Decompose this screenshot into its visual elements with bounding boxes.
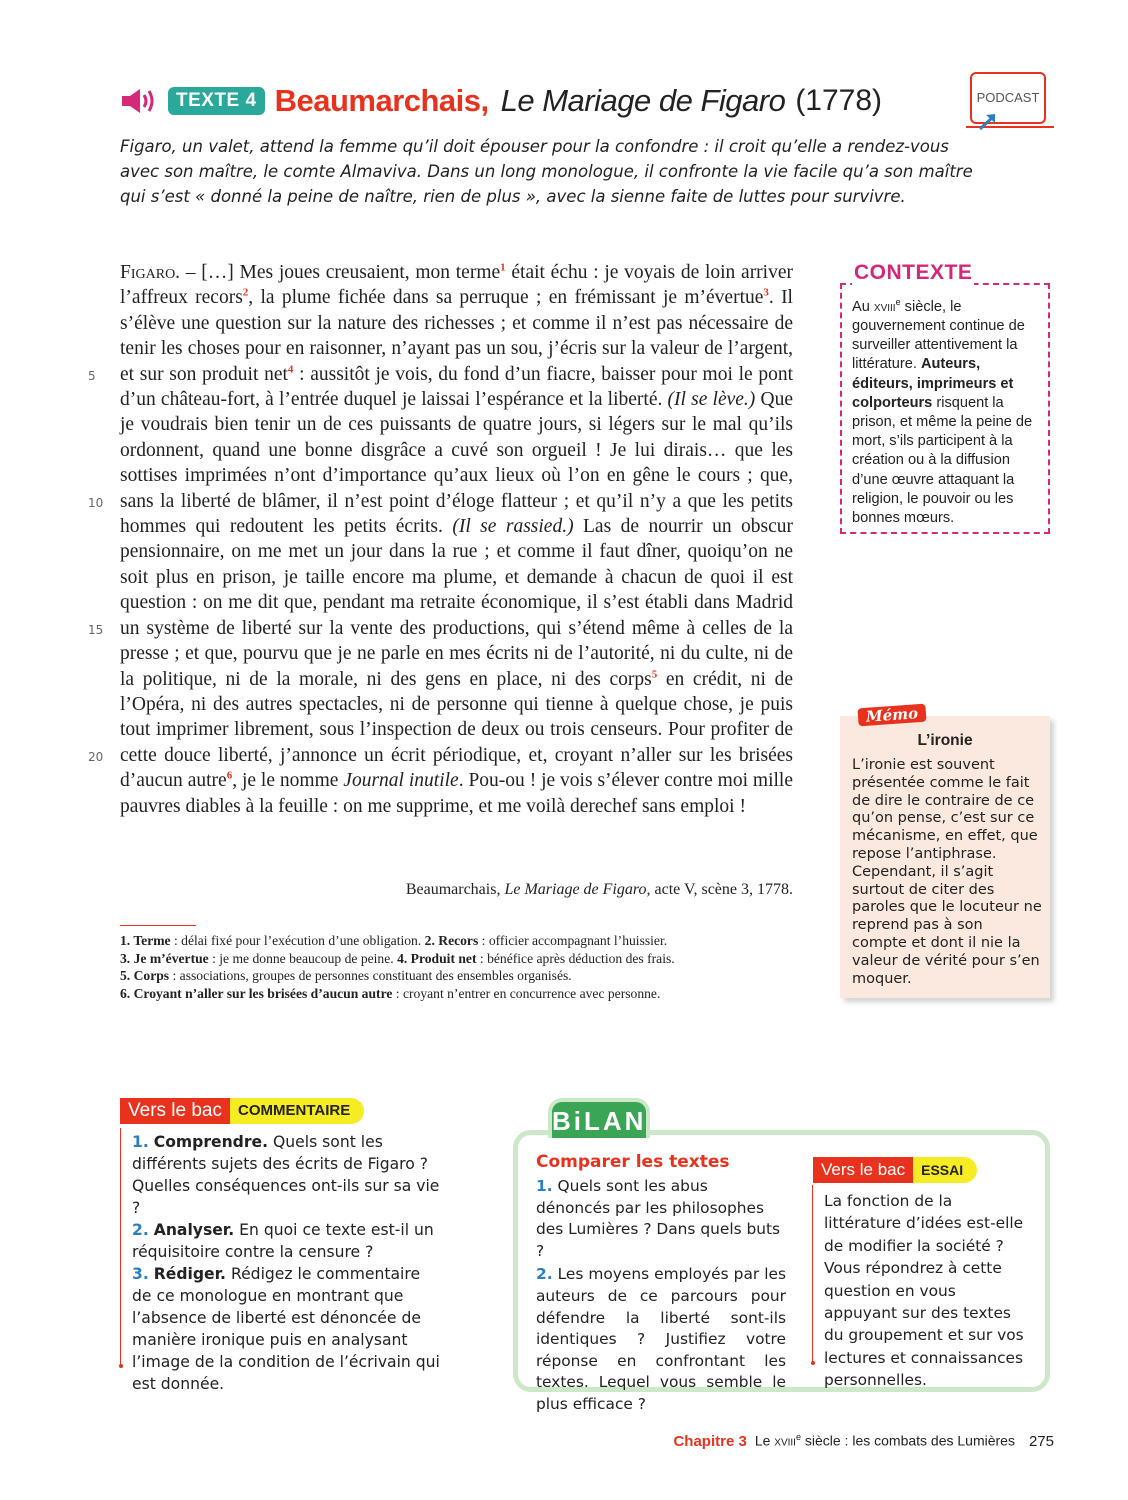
intro-text: Figaro, un valet, attend la femme qu’il doit épouser pour la confondre : il croit qu’elle a rendez-vous avec son maître, le comte Almaviva. Dans un long monologue, il confronte la vie facile qu’a son maître qui s’est « donné la peine de naître, rien de plus », avec la sienne faite de luttes pour survivre.: [120, 137, 973, 206]
footnote-ref[interactable]: 4: [287, 363, 294, 376]
footnote-ref[interactable]: 5: [651, 668, 658, 680]
speaker-name: Figaro.: [120, 262, 181, 283]
vers-le-bac-commentaire-header: Vers le bac COMMENTAIRE: [120, 1098, 364, 1124]
chapter-label: Chapitre 3: [673, 1432, 747, 1450]
compare-questions: [536, 1176, 786, 1416]
main-text: Figaro. – […] Mes joues creusaient, mon terme$^1$ était échu : je voyais de loin arriver l’affreux recors$^2$, la plume fichée dans sa perruque ; en frémissant je m’évertue$^3$. Il s’élève une question sur la nature des richesses ; et comme il n’est pas nécessaire de tenir les choses pour en raisonner, n’ayant pas un sou, j’écris sur la valeur de l’argent, et sur son produit net$^4$ : aussitôt je vois, du fond d’un fiacre, baisser pour moi le pont d’un château-fort, à l’entrée duquel je laissai l’espérance et la liberté. (Il se lève.) Que je voudrais bien tenir un de ces puissants de quatre jours, si légers sur le mal qu’ils ordonnent, quand une bonne disgrâce a cuvé son orgueil ! Je lui dirais… que les sottises imprimées n’ont d’importance qu’aux lieux où l’on en gêne le cours ; que, sans la liberté de blâmer, il n’est point d’éloge flatteur ; et qu’il n’y a que les petits hommes qui redoutent les petits écrits. (Il se rassied.) Las de nourrir un obscur pensionnaire, on me met un jour dans la rue ; et comme il faut dîner, quoiqu’on ne soit plus en prison, je taille encore ma plume, et demande à chacun de quoi il est question : on me dit que, pendant ma retraite économique, il s’est établi dans Madrid un système de liberté sur la vente des productions, qui s’étend même à celles de la presse ; et que, pourvu que je ne parle en mes écrits ni de l’autorité, ni du culte, ni de la politique, ni de la morale, ni des gens en place, ni des corps$^5$ en crédit, ni de l’Opéra, ni des autres spectacles, ni de personne qui tienne à quelque chose, je puis tout imprimer librement, sous l’inspection de deux ou trois censeurs. Pour profiter de cette douce liberté, j’annonce un écrit périodique, et, croyant n’aller sur les brisées d’aucun autre$^6$, je le nomme Journal inutile. Pou-ou ! je vois s’élever contre moi mille pauvres diables à la feuille : on me supprime, et me voilà derechef sans emploi !: [120, 261, 794, 817]
compare-title: Comparer les textes: [536, 1152, 730, 1172]
source-citation: Beaumarchais, Le Mariage de Figaro, acte V, scène 3, 1778.: [405, 881, 793, 898]
arrow-icon: [976, 112, 998, 132]
footnote-ref[interactable]: 2: [242, 286, 249, 299]
rule-dot: [811, 1361, 815, 1365]
line-number: 15: [88, 623, 104, 637]
footnote-line: 3. Je m’évertue : je me donne beaucoup de peine. 4. Produit net : bénéfice après déduction des frais.: [120, 950, 675, 966]
bilan-tag: BiLAN: [548, 1098, 650, 1138]
page-footer: Chapitre 3 Le xviii$^e$ siècle : les combats des Lumières 275: [673, 1432, 1054, 1450]
question-item: 1. Quels sont les abus dénoncés par les philosophes des Lumières ? Dans quels buts ?: [536, 1177, 781, 1260]
context-text: Au xviii$^e$ siècle, le gouvernement continue de surveiller attentivement la littérature. Auteurs, éditeurs, imprimeurs et colporteurs risquent la prison, et même la peine de mort, s’ils participent à la création ou à la diffusion d’une œuvre attaquant la religion, le pouvoir ou les bonnes mœurs.: [852, 297, 1033, 527]
work-year: (1778): [795, 84, 883, 117]
footnote-line: 1. Terme : délai fixé pour l’exécution d’une obligation. 2. Recors : officier accompagnant l’huissier.: [120, 933, 668, 948]
speaker-icon[interactable]: [120, 86, 156, 116]
line-number: 10: [88, 496, 104, 510]
line-number: 5: [88, 369, 96, 383]
stage-direction: (Il se lève.): [667, 389, 756, 411]
question-item: 3. Rédiger. Rédigez le commentaire de ce monologue en montrant que l’absence de liberté est dénoncée de manière ironique puis en analysant l’image de la condition de l’écrivain qui est donnée.: [132, 1265, 440, 1393]
questions-commentaire: [132, 1131, 442, 1395]
work-title: Le Mariage de Figaro: [500, 83, 786, 118]
footnote-line: 5. Corps : associations, groupes de personnes constituant des ensembles organisés.: [120, 968, 572, 984]
footnote-divider: [120, 925, 196, 926]
journal-title: Journal inutile: [343, 770, 459, 792]
page-header: [120, 78, 882, 124]
footnote-ref[interactable]: 1: [500, 261, 506, 274]
question-item: 2. Les moyens employés par les auteurs de ce parcours pour défendre la liberté sont-ils identiques ? Justifiez votre réponse en confrontant les textes. Lequel vous semble le plus efficace ?: [536, 1265, 786, 1413]
rule-dot: [119, 1364, 123, 1368]
page-number: 275: [1028, 1432, 1054, 1450]
memo-text: L’ironie est souvent présentée comme le fait de dire le contraire de ce qu’on pense, c’est sur ce mécanisme, en effet, que repose l’antiphrase. Cependant, il s’agit surtout de citer des paroles que le locuteur ne reprend pas à son compte et dont il nie la valeur de vérité pour s’en moquer.: [852, 757, 1042, 987]
text-number-badge: TEXTE 4: [168, 87, 265, 115]
vers-le-bac-essai-header: Vers le bac ESSAI: [813, 1157, 977, 1183]
essay-question: La fonction de la littérature d’idées est-elle de modifier la société ? Vous répondrez à cette question en vous appuyant sur des textes du groupement et sur vos lectures et connaissances personnelles.: [824, 1192, 1024, 1390]
footnotes: [120, 932, 800, 1002]
footnote-line: 6. Croyant n’aller sur les brisées d’aucun autre : croyant n’entrer en concurrence avec personne.: [120, 985, 661, 1001]
line-number: 20: [88, 750, 104, 764]
context-title: CONTEXTE: [854, 261, 973, 284]
footnote-ref[interactable]: 3: [763, 286, 769, 299]
question-item: 1. Comprendre. Quels sont les différents sujets des écrits de Figaro ? Quelles conséquences ont-ils sur sa vie ?: [132, 1133, 440, 1217]
questions-rule: [120, 1128, 121, 1366]
question-item: 2. Analyser. En quoi ce texte est-il un réquisitoire contre la censure ?: [132, 1221, 434, 1261]
stage-direction: (Il se rassied.): [452, 516, 574, 538]
memo-tag: Mémo: [857, 704, 926, 727]
memo-title: L’ironie: [917, 732, 973, 749]
footnote-ref[interactable]: 6: [226, 769, 233, 782]
author-name: Beaumarchais,: [274, 83, 489, 118]
podcast-button[interactable]: PODCAST: [970, 72, 1046, 124]
essay-rule: [812, 1185, 813, 1363]
